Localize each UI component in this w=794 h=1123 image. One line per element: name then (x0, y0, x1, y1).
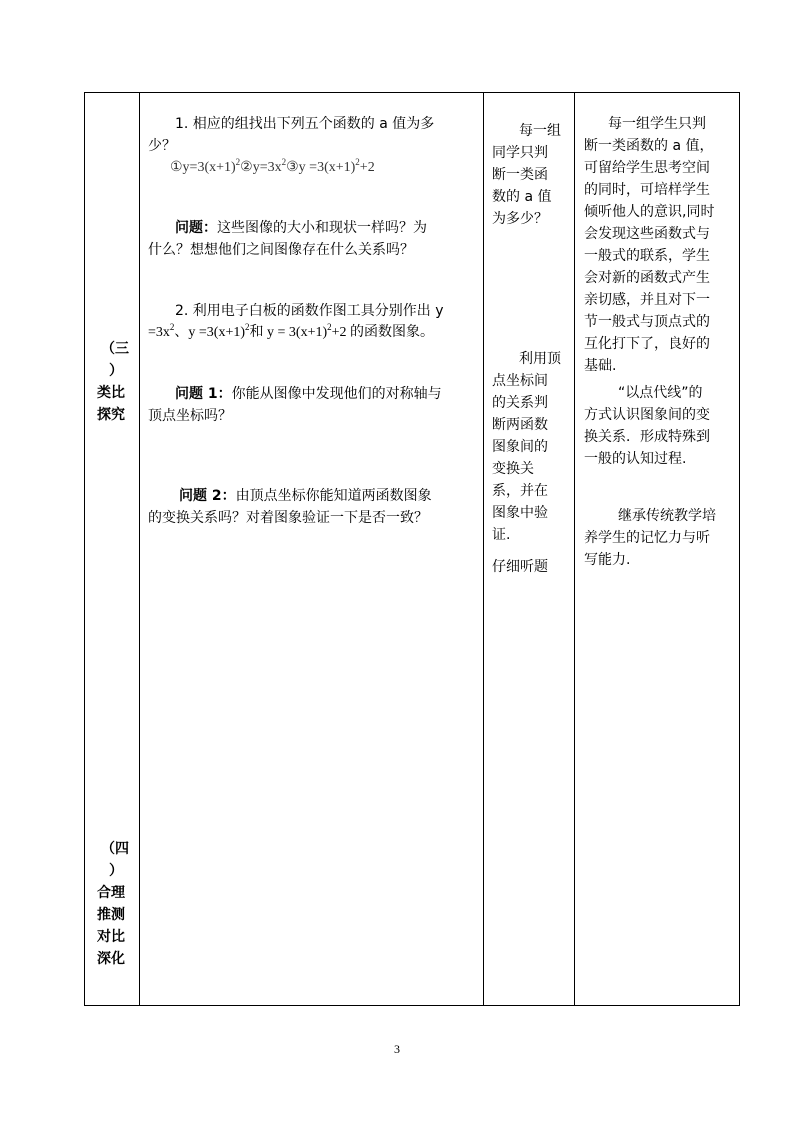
design-intent-3: 继承传统教学培 养学生的记忆力与听 写能力. (584, 508, 716, 568)
design-intent-1: 每一组学生只判 断一类函数的 a 值， 可留给学生思考空间 的同时，可培样学生 倾听他人的意识,同时 会发现这些函数式与 一般式的联系，学生 会对新的函数式产生 亲切感，并且对下一 节一般式与顶点式的 互化打下了，良好的 基础. (584, 116, 715, 374)
question-2: 问题 2：由顶点坐标你能知道两函数图象 的变换关系吗？对着图象验证一下是否一致？ (148, 488, 432, 526)
stage-three-label: （三 ） 类比 探究 (97, 341, 129, 423)
student-activity-1: 每一组 同学只判 断一类函 数的 a 值 为多少？ (492, 123, 561, 227)
content-item-2: 2. 利用电子白板的函数作图工具分别作出 y $=3x^2$、$y =3(x+1)^2$和 $y = 3(x+1)^2+2$ 的函数图象。 (148, 303, 444, 340)
question-0: 问题：这些图像的大小和现状一样吗？为 什么？想想他们之间图像存在什么关系吗？ (148, 220, 427, 258)
lesson-plan-table (84, 92, 740, 1006)
table-border-right (739, 92, 740, 1006)
page-number: 3 (394, 1042, 400, 1056)
table-border-left (84, 92, 85, 1006)
table-border-bottom (84, 1005, 740, 1006)
column-divider-3 (574, 92, 575, 1006)
table-border-top (84, 92, 740, 93)
content-item-1: 1. 相应的组找出下列五个函数的 a 值为多 少？ (148, 116, 435, 154)
column-divider-2 (483, 92, 484, 1006)
student-activity-3: 仔细听题 (492, 559, 548, 575)
column-divider-1 (139, 92, 140, 1006)
question-1: 问题 1：你能从图像中发现他们的对称轴与 顶点坐标吗？ (148, 386, 442, 424)
student-activity-2: 利用顶 点坐标间 的关系判 断两函数 图象间的 变换关 系，并在 图象中验 证. (492, 351, 561, 543)
stage-four-label: （四 ） 合理 推测 对比 深化 (97, 841, 129, 967)
design-intent-2: “以点代线”的 方式认识图象间的变 换关系．形成特殊到 一般的认知过程. (584, 385, 710, 467)
function-list: $①y=3(x+1)^2②y=3x^2③y =3(x+1)^2+2$ (170, 157, 375, 175)
